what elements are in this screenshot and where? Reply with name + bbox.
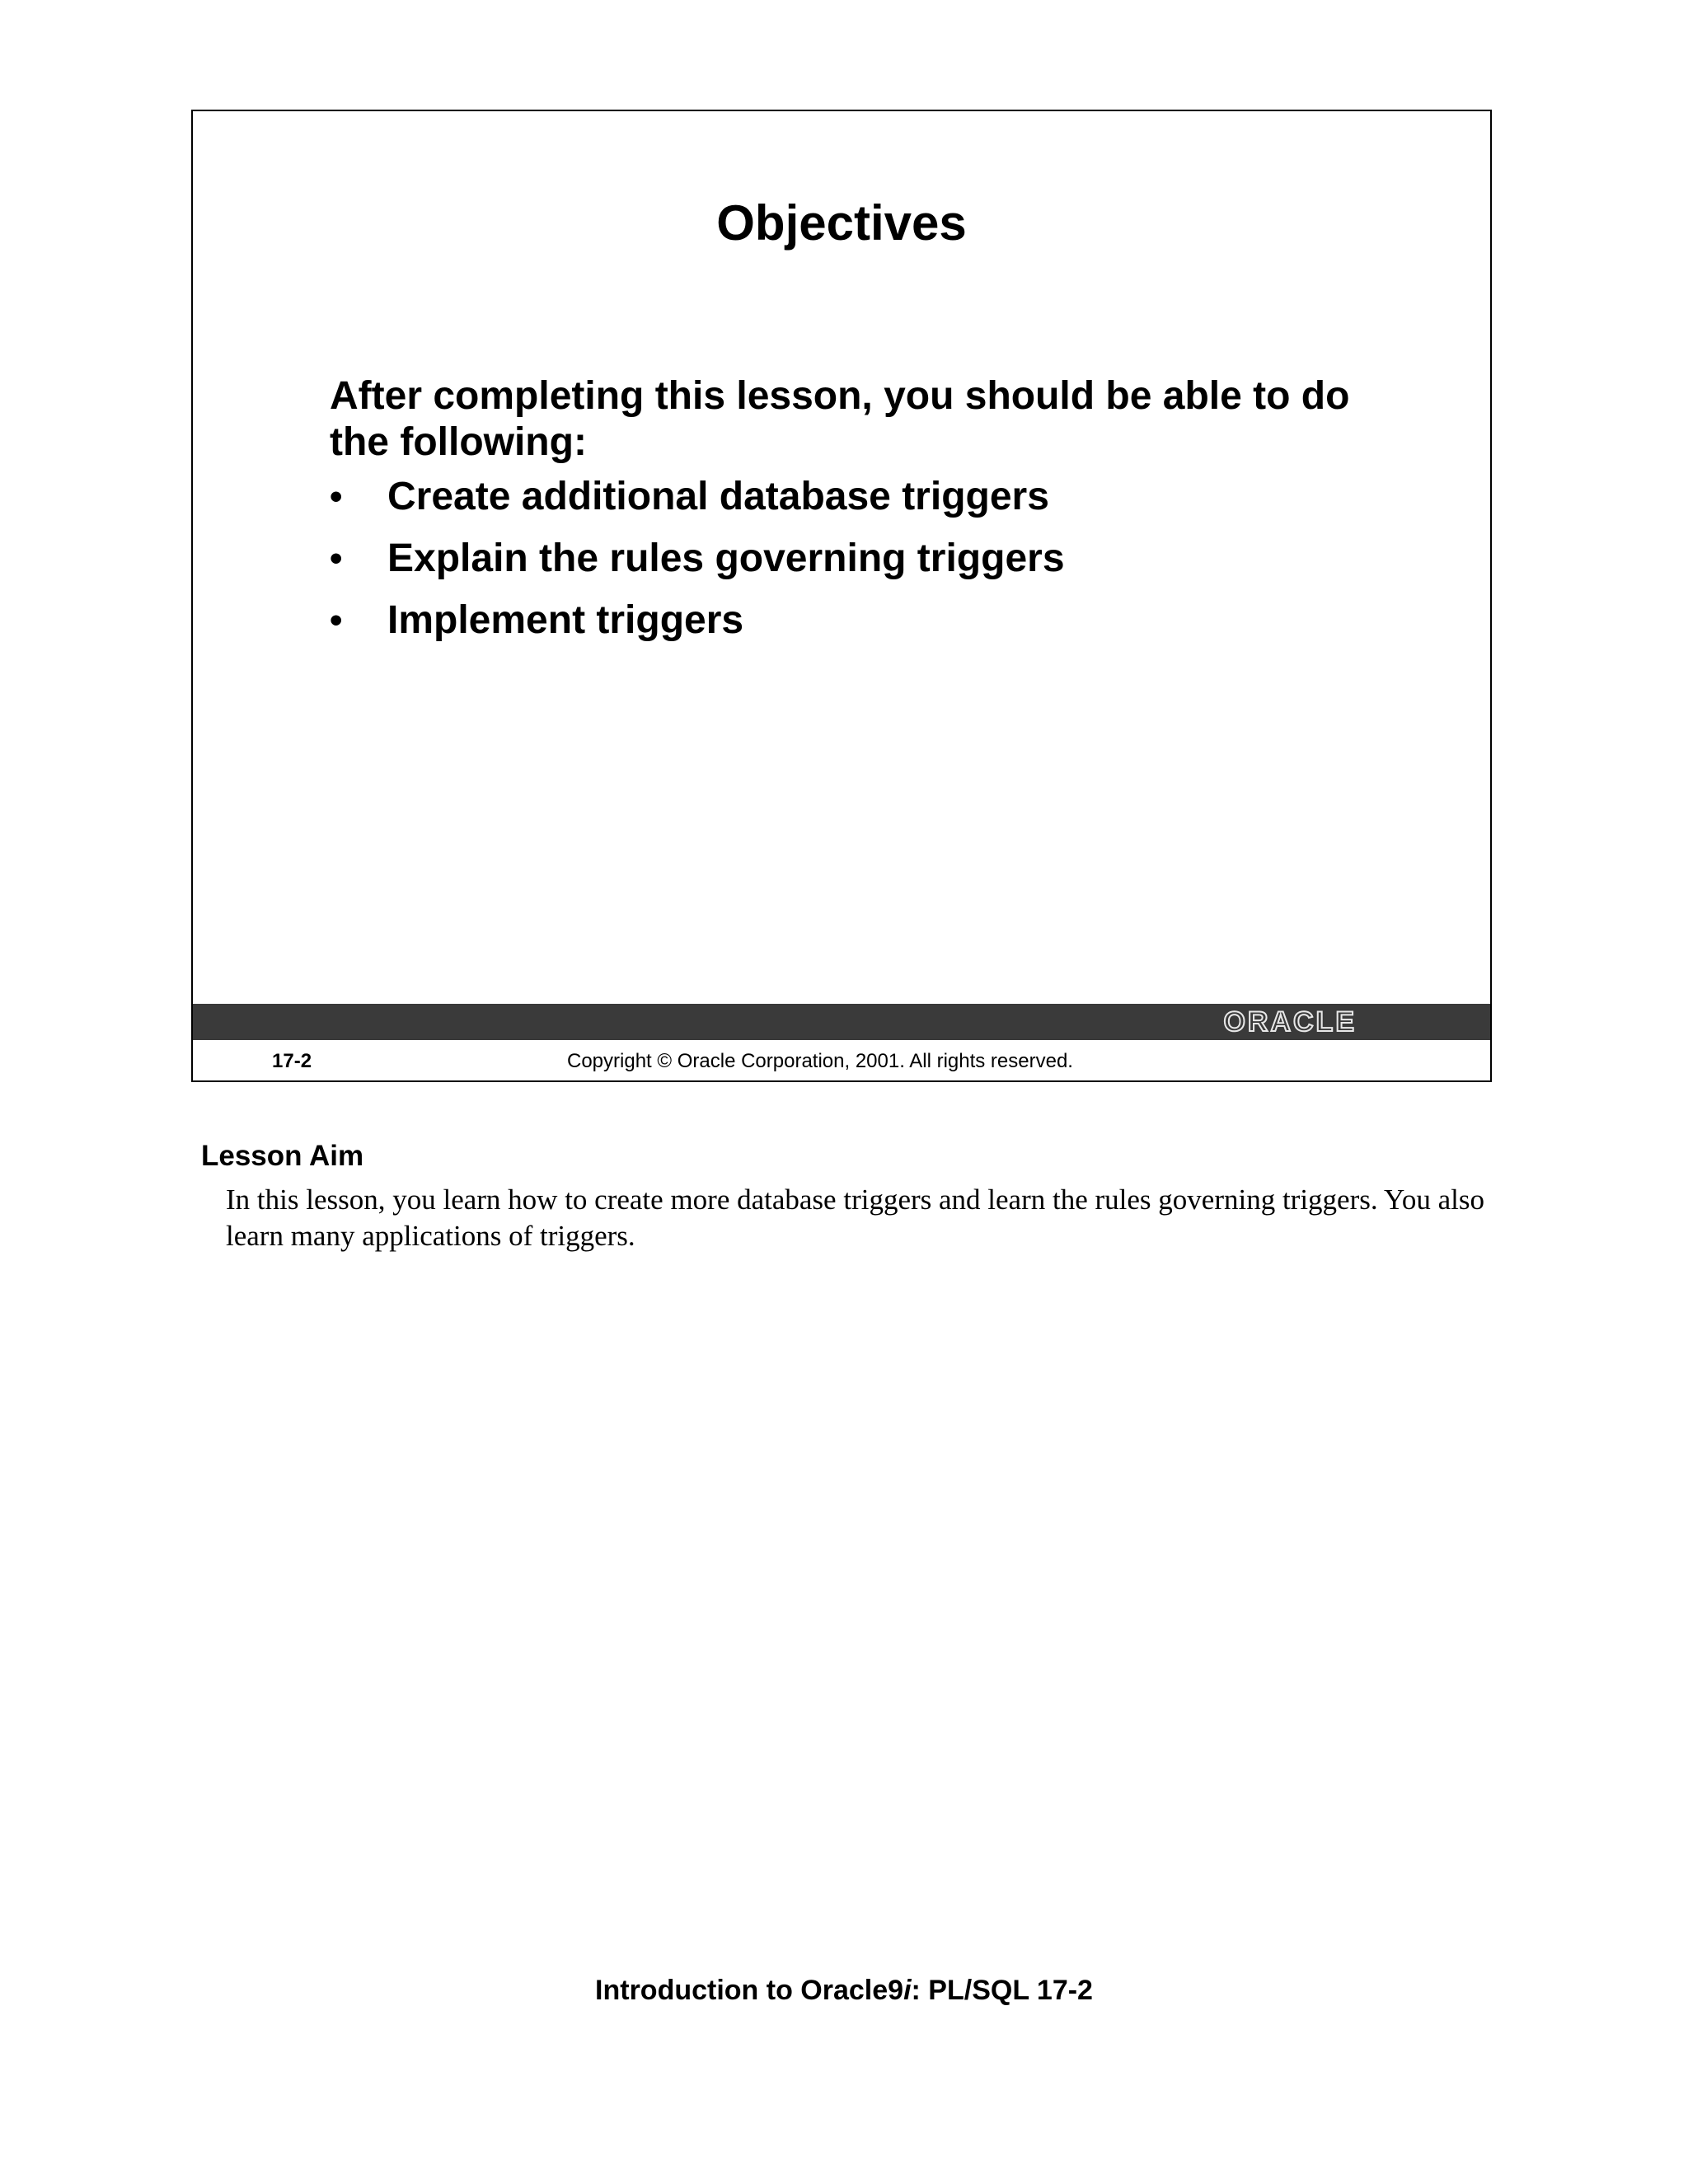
- footer-suffix: : PL/SQL 17-2: [911, 1975, 1093, 2006]
- objective-text: Implement triggers: [387, 598, 744, 642]
- objective-list: [330, 474, 1065, 659]
- brand-bar: [193, 1004, 1490, 1040]
- slide-intro: After completing this lesson, you should be able to do the following:: [330, 374, 1350, 464]
- oracle-logo: ORACLE: [1223, 1006, 1357, 1038]
- bullet-icon: •: [330, 600, 343, 640]
- footer-italic: i: [903, 1975, 912, 2006]
- objective-text: Create additional database triggers: [387, 475, 1049, 518]
- objective-item: [330, 598, 1065, 659]
- slide-number: 17-2: [272, 1050, 312, 1072]
- slide-title: Objectives: [716, 195, 967, 251]
- lesson-heading: Lesson Aim: [201, 1140, 364, 1172]
- footer-prefix: Introduction to Oracle9: [595, 1975, 904, 2006]
- lesson-body: In this lesson, you learn how to create more database triggers and learn the rules governing triggers. You also learn many applications of triggers.: [226, 1183, 1484, 1252]
- slide-frame: [191, 110, 1492, 1082]
- objective-item: [330, 474, 1065, 536]
- bullet-icon: •: [330, 476, 343, 517]
- bullet-icon: •: [330, 538, 343, 579]
- slide-copyright: Copyright © Oracle Corporation, 2001. All rights reserved.: [567, 1050, 1073, 1072]
- slide-footer: [193, 1040, 1490, 1082]
- page-footer: [0, 1974, 1688, 2007]
- objective-item: [330, 536, 1065, 598]
- objective-text: Explain the rules governing triggers: [387, 537, 1065, 580]
